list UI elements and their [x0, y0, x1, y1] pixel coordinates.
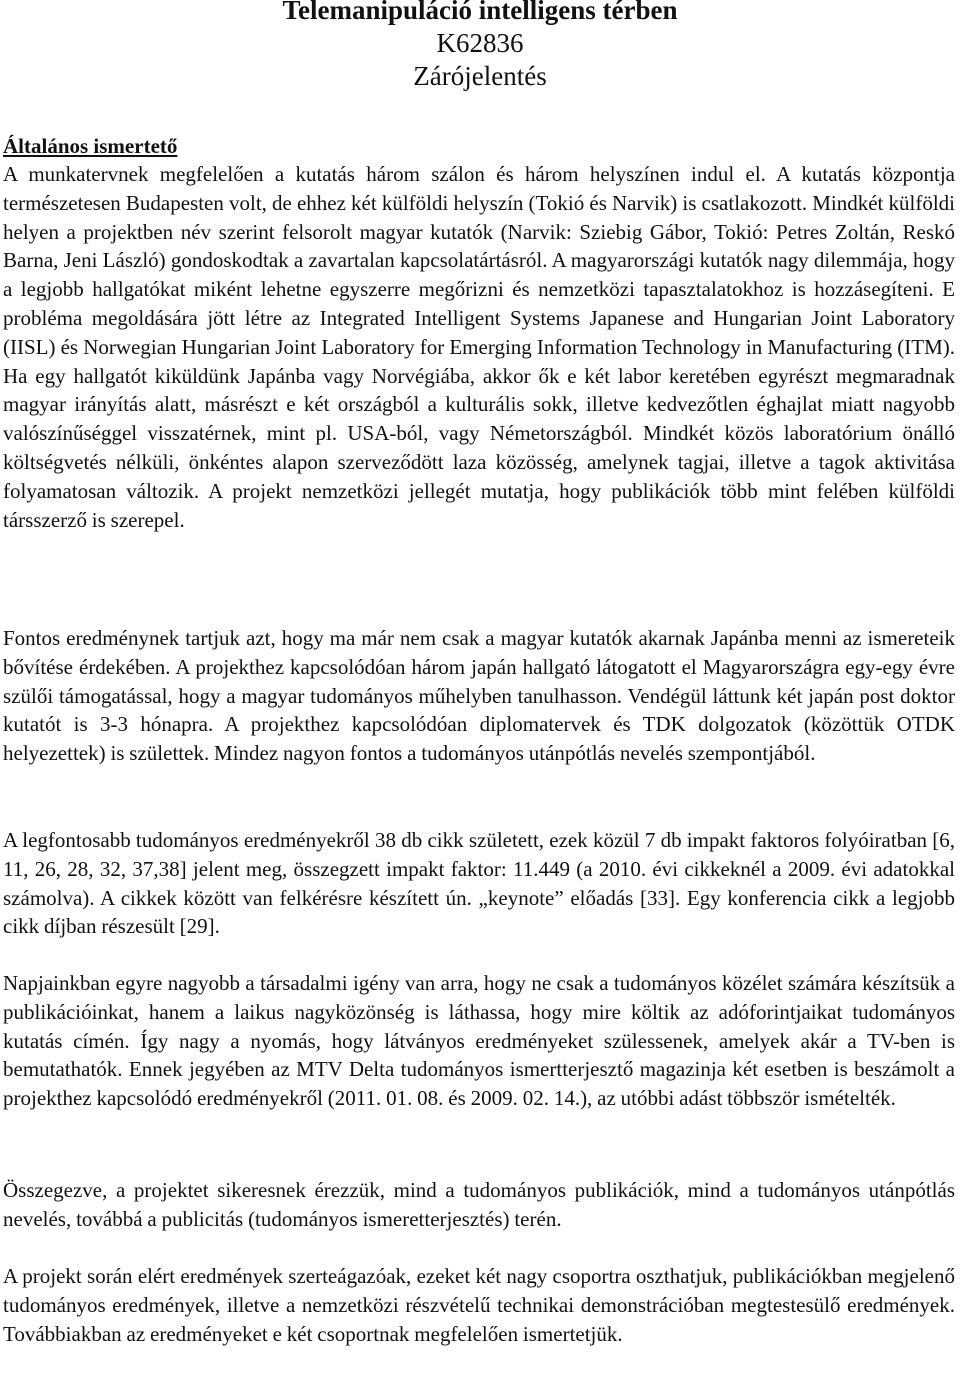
- paragraph-results-intro: A projekt során elért eredmények szerteágazóak, ezeket két nagy csoportra oszthatjuk, publikációkban megjelenő tudományos eredmények, illetve a nemzetközi részvételű technikai demonstrációban megtestesülő eredmények. Továbbiakban az eredményeket e két csoportnak megfelelően ismertetjük.: [3, 1264, 955, 1346]
- paragraph-overview: A munkatervnek megfelelően a kutatás három szálon és három helyszínen indul el. A kutatás központja természetesen Budapesten volt, de ehhez két külföldi helyszín (Tokió és Narvik) is csatlakozott. Mindkét külföldi helyen a projektben név szerint felsorolt magyar kutatók (Narvik: Sziebig Gábor, Tokió: Petres Zoltán, Reskó Barna, Jeni László) gondoskodtak a zavartalan kapcsolatártásról. A magyarországi kutatók nagy dilemmája, hogy a legjobb hallgatókat miként lehetne egyszerre megőrizni és nemzetközi tapasztalatokhoz is hozzásegíteni. E probléma megoldására jött létre az Integrated Intelligent Systems Japanese and Hungarian Joint Laboratory (IISL) és Norwegian Hungarian Joint Laboratory for Emerging Information Technology in Manufacturing (ITM). Ha egy hallgatót kiküldünk Japánba vagy Norvégiába, akkor ők e két labor keretében egyrészt megmaradnak magyar irányítás alatt, másrészt e két országból a kulturális sokk, illetve kedvezőtlen éghajlat miatt nagyobb valószínűséggel visszatérnek, mint pl. USA-ból, vagy Németországból. Mindkét közös laboratórium önálló költségvetés nélküli, önkéntes alapon szerveződött laza közösség, amelynek tagjai, illetve a tagok aktivitása folyamatosan változik. A projekt nemzetközi jellegét mutatja, hogy publikációk több mint felében külföldi társszerző is szerepel.: [3, 162, 955, 532]
- paragraph-summary: Összegezve, a projektet sikeresnek érezzük, mind a tudományos publikációk, mind a tudományos utánpótlás nevelés, továbbá a publicitás (tudományos ismeretterjesztés) terén.: [3, 1178, 955, 1231]
- section-heading: Általános ismertető: [3, 134, 178, 158]
- paragraph-public-outreach: Napjainkban egyre nagyobb a társadalmi igény van arra, hogy ne csak a tudományos közélet számára készítsük a publikációinkat, hanem a laikus nagyközönség is láthassa, hogy mire költik az adóforintjaikat tudományos kutatás címén. Így nagy a nyomás, hogy látványos eredményeket szülessenek, amelyek akár a TV-ben is bemutathatók. Ennek jegyében az MTV Delta tudományos ismertterjesztő magazinja két esetben is beszámolt a projekthez kapcsolódó eredményekről (2011. 01. 08. és 2009. 02. 14.), az utóbbi adást többször ismételték.: [3, 971, 955, 1111]
- document-title-block: [0, 0, 960, 93]
- paragraph-publications: A legfontosabb tudományos eredményekről 38 db cikk született, ezek közül 7 db impakt faktoros folyóiratban [6, 11, 26, 28, 32, 37,38] jelent meg, összegzett impakt faktor: 11.449 (a 2010. évi cikkeknél a 2009. évi adatokkal számolva). A cikkek között van felkérésre készített ún. „keynote” előadás [33]. Egy konferencia cikk a legjobb cikk díjban részesült [29].: [3, 828, 955, 939]
- project-id: K62836: [436, 28, 524, 58]
- report-type: Zárójelentés: [413, 61, 547, 91]
- paragraph-student-exchange: Fontos eredménynek tartjuk azt, hogy ma már nem csak a magyar kutatók akarnak Japánba menni az ismereteik bővítése érdekében. A projekthez kapcsolódóan három japán hallgató látogatott el Magyarországra egy-egy évre szülői támogatással, hogy a magyar tudományos műhelyben tanulhasson. Vendégül láttunk két japán post doktor kutatót is 3-3 hónapra. A projekthez kapcsolódóan diplomatervek és TDK dolgozatok (közöttük OTDK helyezettek) is születtek. Mindez nagyon fontos a tudományos utánpótlás nevelés szempontjából.: [3, 626, 955, 766]
- document-title: Telemanipuláció intelligens térben: [282, 0, 678, 25]
